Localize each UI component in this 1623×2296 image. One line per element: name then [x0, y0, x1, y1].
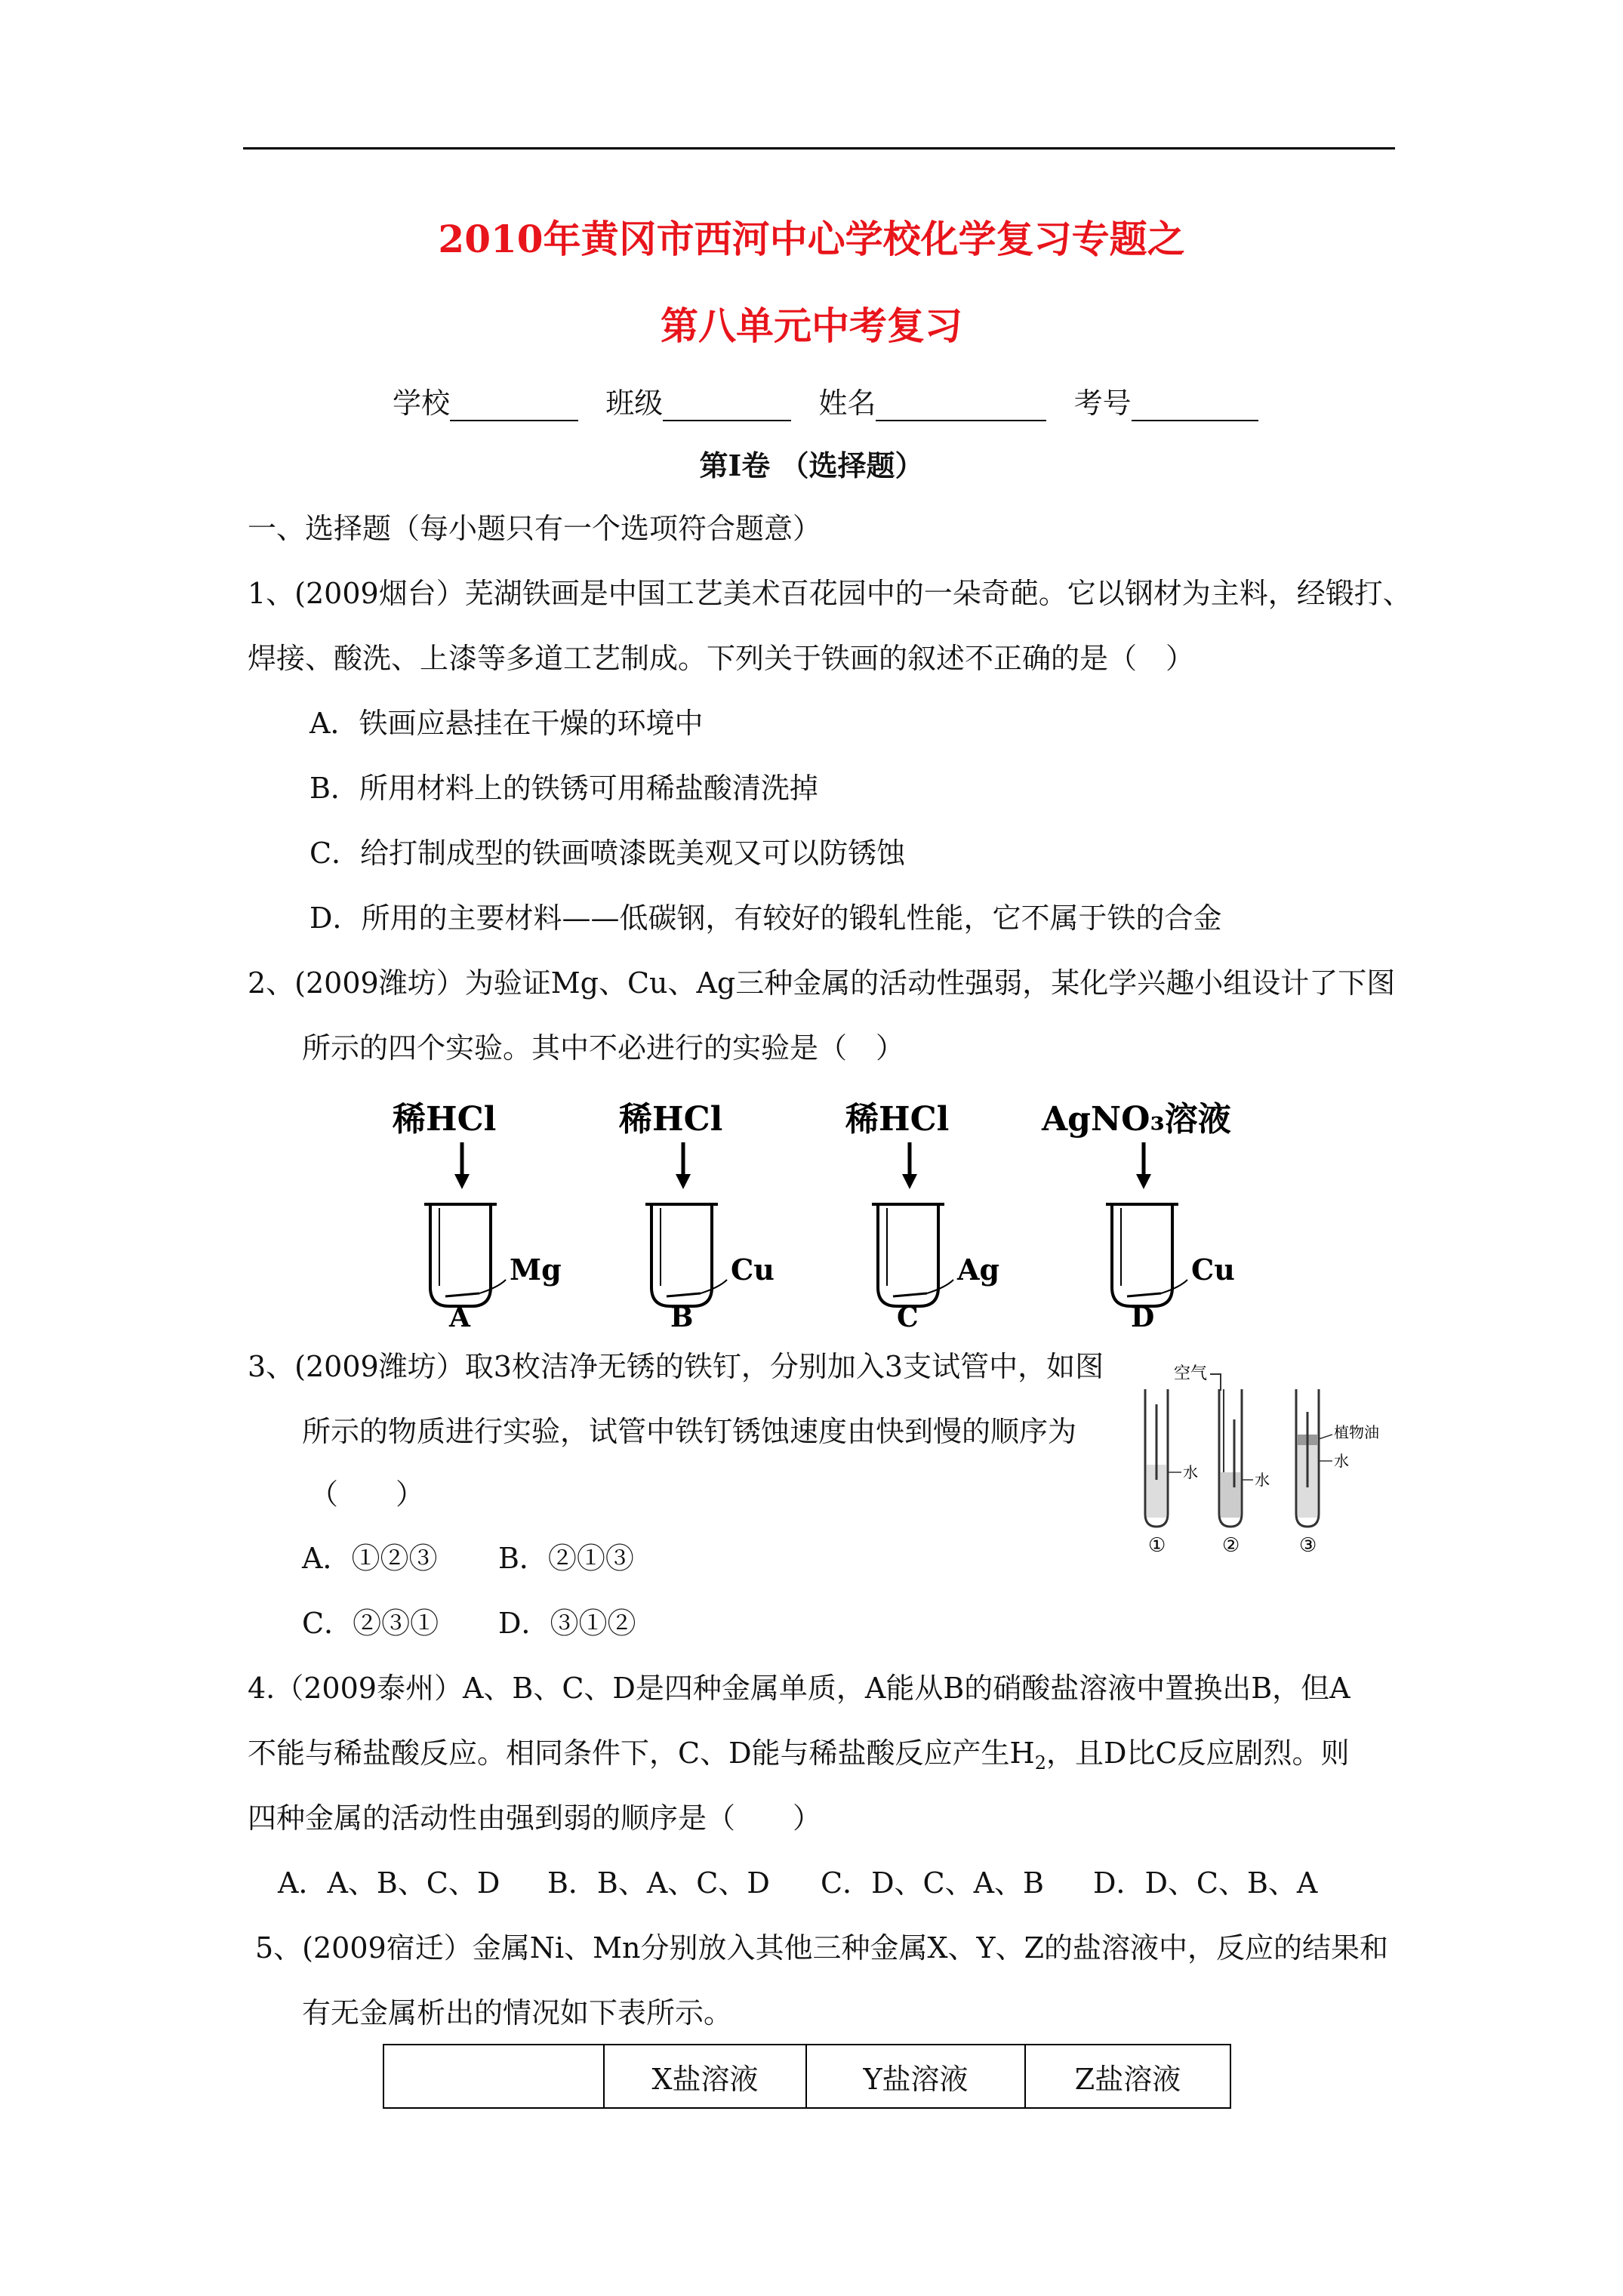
q3-rust-experiment-figure [1129, 1359, 1408, 1555]
q4-option-c: C．D、C、A、B [821, 1866, 1044, 1900]
exam-no-label: 考号 [1073, 387, 1132, 420]
arrow-head-icon [1136, 1174, 1151, 1189]
exam-no-blank[interactable] [1132, 390, 1258, 421]
class-blank[interactable] [663, 390, 791, 421]
q1-option-b: B．所用材料上的铁锈可用稀盐酸清洗掉 [310, 772, 818, 805]
q2-line-1: 2、(2009潍坊）为验证Mg、Cu、Ag三种金属的活动性强弱，某化学兴趣小组设计了下图 [248, 966, 1396, 1000]
header-rule [243, 147, 1395, 149]
water-label-1: 水 [1183, 1463, 1198, 1481]
q4-line-1: 4.（2009泰州）A、B、C、D是四种金属单质，A能从B的硝酸盐溶液中置换出B，但A [248, 1672, 1350, 1705]
q4-line-3: 四种金属的活动性由强到弱的顺序是（ ） [248, 1801, 822, 1835]
table-header-cell: Z盐溶液 [1025, 2045, 1230, 2108]
q2-reagent-b: 稀HCl [619, 1100, 723, 1139]
info-fields-row [393, 385, 1258, 421]
tube-number-1: ① [1148, 1534, 1166, 1555]
q2-tube-d [1041, 1100, 1235, 1329]
oil-label: 植物油 [1334, 1423, 1379, 1441]
q2-reagent-c: 稀HCl [845, 1100, 950, 1139]
q3-line-2: 所示的物质进行实验，试管中铁钉锈蚀速度由快到慢的顺序为 [302, 1415, 1077, 1448]
q4-line-2 [248, 1735, 1350, 1781]
q2-line-2: 所示的四个实验。其中不必进行的实验是（ ） [302, 1031, 905, 1065]
q1-line-1: 1、(2009烟台）芜湖铁画是中国工艺美术百花园中的一朵奇葩。它以钢材为主料，经锻打、 [248, 577, 1412, 610]
title-line-2: 第八单元中考复习 [661, 304, 962, 348]
q4-option-a: A．A、B、C、D [278, 1866, 500, 1900]
tube-number-2: ② [1222, 1534, 1240, 1555]
section-heading: 一、选择题（每小题只有一个选项符合题意） [248, 512, 822, 545]
q2-reagent-a: 稀HCl [393, 1100, 497, 1139]
tube-number-3: ③ [1299, 1534, 1317, 1555]
q3-option-b: B．②①③ [498, 1542, 634, 1575]
q4-option-d: D．D、C、B、A [1093, 1866, 1318, 1900]
q3-line-1: 3、(2009潍坊）取3枚洁净无锈的铁钉，分别加入3支试管中，如图 [248, 1350, 1104, 1383]
q4-line-2-after: ，且D比C反应剧烈。则 [1046, 1737, 1350, 1770]
q2-tube-a [392, 1100, 562, 1329]
q3-line-3: （ ） [310, 1478, 425, 1511]
q1-option-d: D．所用的主要材料——低碳钢，有较好的锻轧性能，它不属于铁的合金 [310, 901, 1222, 935]
q2-label-c: C [897, 1302, 919, 1329]
q2-tube-c [845, 1100, 999, 1329]
table-header-cell: Y盐溶液 [806, 2045, 1025, 2108]
q3-option-c: C．②③① [302, 1607, 439, 1640]
q1-line-2: 焊接、酸洗、上漆等多道工艺制成。下列关于铁画的叙述不正确的是（ ） [248, 642, 1195, 675]
q1-option-a: A．铁画应悬挂在干燥的环境中 [310, 707, 704, 740]
q2-test-tube-figure [377, 1099, 1321, 1329]
q2-reagent-d: AgNO₃溶液 [1042, 1100, 1231, 1139]
water-label-2: 水 [1255, 1471, 1270, 1489]
q2-label-b: B [670, 1302, 694, 1329]
q2-label-d: D [1131, 1302, 1155, 1329]
name-blank[interactable] [876, 390, 1046, 421]
q2-tube-b [618, 1100, 775, 1329]
q3-option-d: D．③①② [498, 1607, 636, 1640]
q2-metal-a: Mg [510, 1253, 562, 1287]
q2-label-a: A [449, 1302, 470, 1329]
q5-line-2: 有无金属析出的情况如下表所示。 [302, 1996, 733, 2029]
arrow-head-icon [902, 1174, 917, 1189]
water-label-3: 水 [1334, 1452, 1349, 1470]
q2-metal-d: Cu [1191, 1253, 1235, 1287]
school-blank[interactable] [450, 390, 578, 421]
arrow-head-icon [454, 1174, 470, 1189]
q3-option-a: A．①②③ [302, 1542, 438, 1575]
table-header-cell: X盐溶液 [604, 2045, 806, 2108]
name-label: 姓名 [818, 387, 876, 420]
q1-option-c: C．给打制成型的铁画喷漆既美观又可以防锈蚀 [310, 837, 906, 870]
title-line-1: 2010年黄冈市西河中心学校化学复习专题之 [438, 217, 1185, 261]
table-header-cell [383, 2045, 604, 2108]
q5-results-table [383, 2044, 1231, 2109]
class-label: 班级 [605, 387, 664, 420]
q2-metal-b: Cu [731, 1253, 775, 1287]
q4-line-2-before: 不能与稀盐酸反应。相同条件下，C、D能与稀盐酸反应产生H [248, 1737, 1035, 1770]
school-label: 学校 [393, 387, 451, 420]
q4-option-b: B．B、A、C、D [547, 1866, 770, 1900]
arrow-head-icon [676, 1174, 691, 1189]
volume-heading: 第Ⅰ卷 （选择题） [699, 448, 924, 482]
q4-h2-subscript: 2 [1034, 1752, 1046, 1774]
q5-line-1: 5、(2009宿迁）金属Ni、Mn分别放入其他三种金属X、Y、Z的盐溶液中，反应的结果和 [255, 1931, 1389, 1965]
air-label: 空气 [1174, 1364, 1208, 1383]
table-row [383, 2045, 1230, 2108]
q2-metal-c: Ag [957, 1253, 1000, 1287]
